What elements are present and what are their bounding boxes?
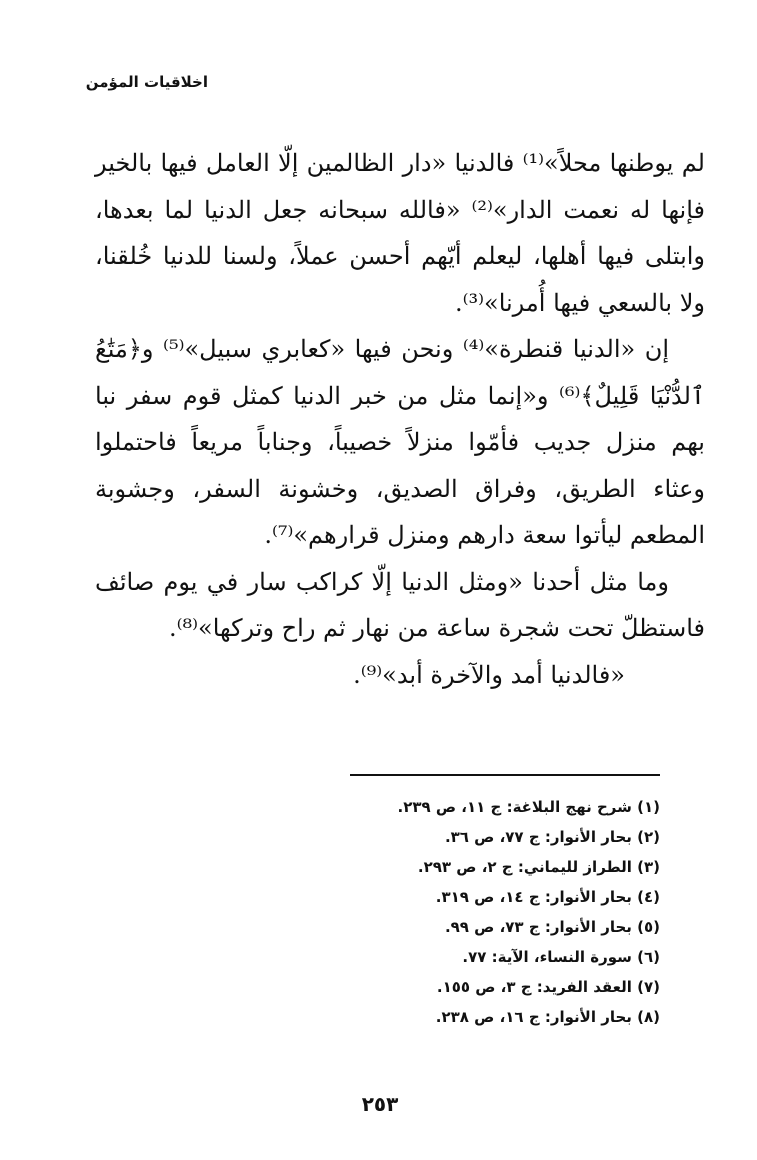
paragraph: «فالدنيا أمد والآخرة أبد»⁽⁹⁾. bbox=[353, 660, 625, 689]
footnote: (٥) بحار الأنوار: ج ٧٣، ص ٩٩. bbox=[444, 918, 660, 936]
running-header: اخلاقيات المؤمن bbox=[85, 73, 208, 91]
footnote: (٨) بحار الأنوار: ج ١٦، ص ٢٣٨. bbox=[435, 1008, 660, 1026]
footnote: (٦) سورة النساء، الآية: ٧٧. bbox=[462, 948, 660, 966]
paragraph: وما مثل أحدنا «ومثل الدنيا إلّا كراكب سار في يوم صائف فاستظلّ تحت شجرة ساعة من نهار ثم راح وتركها»⁽⁸⁾. bbox=[95, 567, 705, 642]
footnote: (٣) الطراز لليماني: ج ٢، ص ٢٩٣. bbox=[417, 858, 660, 876]
footnote: (٢) بحار الأنوار: ج ٧٧، ص ٣٦. bbox=[444, 828, 660, 846]
footnote-divider bbox=[350, 774, 660, 776]
footnote: (٤) بحار الأنوار: ج ١٤، ص ٣١٩. bbox=[435, 888, 660, 906]
paragraph: إن «الدنيا قنطرة»⁽⁴⁾ ونحن فيها «كعابري سبيل»⁽⁵⁾ و﴿مَتَٰعُ ٱلدُّنْيَا قَلِيلٌ﴾⁽⁶⁾ و«إنما مثل من خبر الدنيا كمثل قوم سفر نبا بهم منزل جديب فأمّوا منزلاً خصيباً، وجناباً مريعاً فاحتملوا وعثاء الطريق، وفراق الصديق، وخشونة السفر، وجشوبة المطعم ليأتوا سعة دارهم ومنزل قرارهم»⁽⁷⁾. bbox=[95, 335, 705, 549]
footnote: (٧) العقد الفريد: ج ٣، ص ١٥٥. bbox=[436, 978, 660, 996]
page-number: ٢٥٣ bbox=[361, 1092, 399, 1116]
paragraph: لم يوطنها محلاً»⁽¹⁾ فالدنيا «دار الظالمين إلّا العامل فيها بالخير فإنها له نعمت الدار»⁽²⁾ «فالله سبحانه جعل الدنيا لما بعدها، وابتلى فيها أهلها، ليعلم أيّهم أحسن عملاً، ولسنا للدنيا خُلقنا، ولا بالسعي فيها أُمرنا»⁽³⁾. bbox=[95, 149, 706, 317]
footnote: (١) شرح نهج البلاغة: ج ١١، ص ٢٣٩. bbox=[397, 798, 660, 816]
body-text bbox=[95, 140, 705, 698]
footnotes bbox=[200, 792, 660, 1032]
